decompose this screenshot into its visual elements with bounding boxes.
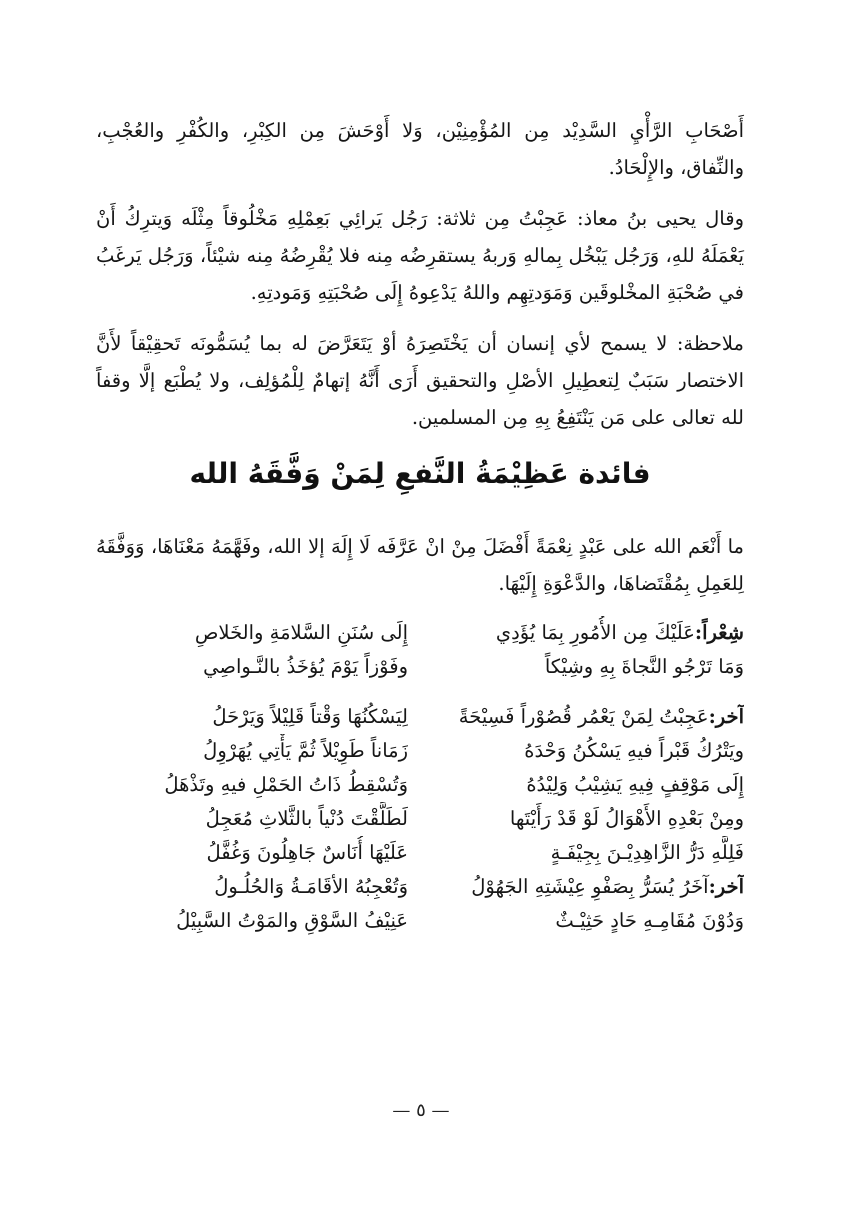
verse-second-hemistich: إِلَى سُنَنِ السَّلامَةِ والخَلاصِ	[194, 621, 408, 644]
verse	[96, 802, 744, 836]
poem-stanza-2	[96, 700, 744, 938]
paragraph-yahya-ibn-muadh: وقال يحيى بنُ معاذ: عَجِبْتُ مِن ثلاثة: رَجُل يَرائِي بَعِمْلِهِ مَخْلُوقاً مِثْلَه وَيترِكُ أَنْ يَعْمَلَهُ للهِ، وَرَجُل يَبْخُل بِمالهِ وَربهُ يستقرِضُه مِنه فلا يُقْرِضُهُ مِنه شيْئاً، وَرَجُل يَرغَبُ في صُحْبَةِ المخْلوقَين وَمَوَدتِهِم واللهُ يَدْعِوهُ إِلَى صُحْبَتِهِ وَمَودتِهِ.	[96, 207, 744, 304]
verse-first-hemistich	[432, 870, 744, 904]
poems	[96, 616, 744, 938]
section-heading: فائدة عَظِيْمَةُ النَّفعِ لِمَنْ وَفَّقَهُ الله	[189, 457, 651, 490]
page-number: — ٥ —	[392, 1100, 450, 1121]
verse	[96, 904, 744, 938]
verse-first-hemistich: وَدُوْنَ مُقَامِـهِ حَادٍ حَثِيْـثٌ	[555, 909, 744, 932]
verse	[96, 836, 744, 870]
paragraph-note: ملاحظة: لا يسمح لأي إنسان أن يَخْتَصِرَهُ أوْ يَتَعَرَّضَ له بما يُسَمُّونَه تَحقِيْقاً لأَنَّ الاختصار سَبَبٌ لِتعطِيلِ الأصْلِ والتحقيق أَرَى أَنَّهُ إتهامٌ لِلْمُؤلِف، ولا يُطْبَع إلَّا وقفاً لله تعالى على مَن يَنْتَفِعُ بِهِ مِن المسلمين.	[96, 332, 744, 429]
verse-second-hemistich: زَمَاناً طَوِيْلاً ثُمَّ يَأْتِي يُهَرْوِلُ	[203, 739, 408, 762]
verse-second-hemistich: لِيَسْكُنُهَا وَقْتاً قَلِيْلاً وَيَرْحَلُ	[212, 705, 408, 728]
verse-first-hemistich	[432, 700, 744, 734]
verse-second-hemistich: لَطَلَّقْتَ دُنْياً بالثَّلاثِ مُعَجِلُ	[205, 807, 408, 830]
verse-first-hemistich	[432, 616, 744, 650]
verse	[96, 870, 744, 904]
hemistich-text: آخَرُ يُسَرُّ بِصَفْوِ عِيْشَتِهِ الجَهُوْلُ	[471, 875, 709, 898]
verse-first-hemistich: ومِنْ بَعْدِهِ الأَهْوَالُ لَوْ قَدْ رَأَيْتَها	[509, 807, 744, 830]
verse-first-hemistich: فَلِلَّهِ دَرُّ الزَّاهِدِيْـنَ بِجِيْفَـةٍ	[550, 841, 744, 864]
verse-first-hemistich: إِلَى مَوْقِفٍ فِيهِ يَشِيْبُ وَلِيْدُهُ	[526, 773, 744, 796]
page-body	[96, 112, 744, 954]
verse	[96, 616, 744, 650]
verse	[96, 768, 744, 802]
verse-second-hemistich: وفَوْزاً يَوْمَ يُؤخَذُ بالنَّـواصِي	[203, 655, 408, 678]
verse	[96, 700, 744, 734]
verse-first-hemistich: ويَتْرُكُ قَبْراً فيهِ يَسْكُنُ وَحْدَهُ	[524, 739, 744, 762]
verse	[96, 650, 744, 684]
hemistich-text: عَجِبْتُ لِمَنْ يَعْمُر قُصُوْراً فَسِيْحَةً	[458, 705, 709, 728]
paragraph-opening: أَصْحَابِ الرَّأْيِ السَّدِيْد مِن المُؤْمِنِيْن، وَلا أَوْحَشَ مِن الكِبْرِ، والكُفْرِ والعُجْبِ، والنِّفاق، والإِلْحَادُ.	[96, 119, 744, 179]
poem-stanza-1	[96, 616, 744, 684]
verse-second-hemistich: عَنِيْفُ السَّوْقِ والمَوْتُ السَّبِيْلُ	[176, 909, 408, 932]
verse	[96, 734, 744, 768]
verse-second-hemistich: عَلَيْهَا أُنَاسٌ جَاهِلُونَ وَغُفَّلُ	[206, 841, 408, 864]
verse-label: شِعْراً:	[694, 621, 744, 644]
verse-second-hemistich: وَتُعْجِبُهُ الأقَامَـةُ وَالحُلُـولُ	[214, 875, 408, 898]
verse-label: آخر:	[708, 705, 744, 728]
verse-first-hemistich: وَمَا تَرْجُو النَّجاةَ بِهِ وشِيْكاً	[544, 655, 744, 678]
hemistich-text: عَلَيْكَ مِن الأُمُورِ بِمَا يُؤَدِي	[495, 621, 695, 644]
verse-second-hemistich: وَتُسْقِطُ ذَاتُ الحَمْلِ فيهِ وتَذْهَلُ	[164, 773, 408, 796]
paragraph-after-heading: ما أَنْعَم الله على عَبْدٍ نِعْمَةً أَفْضَلَ مِنْ انْ عَرَّفَه لَا إِلَهَ إلا الله، وفَهَّمَهُ مَعْنَاهَا، وَوَفَّقَهُ لِلعَمِلِ بِمُقْتَضاهَا، والدَّعْوَةِ إِلَيْهَا.	[96, 535, 744, 595]
verse-label: آخر:	[708, 875, 744, 898]
